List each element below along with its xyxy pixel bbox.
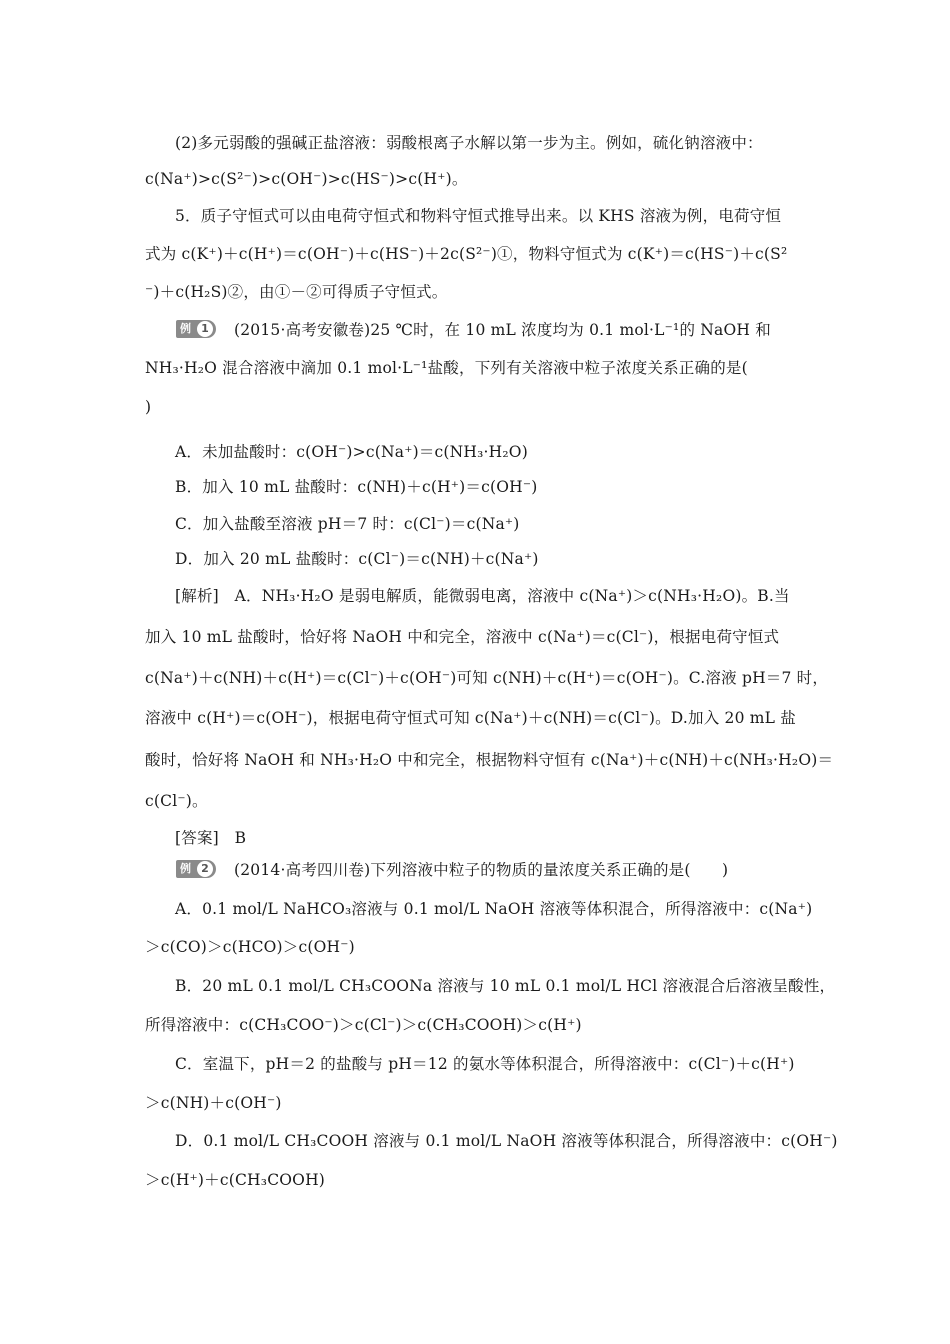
text-line: (2)多元弱酸的强碱正盐溶液：弱酸根离子水解以第一步为主。例如，硫化钠溶液中： bbox=[175, 134, 763, 152]
badge-label: 例 bbox=[180, 322, 191, 335]
analysis-line: [解析] A．NH₃·H₂O 是弱电解质，能微弱电离，溶液中 c(Na⁺)＞c(NH₃·H₂O)。B.当 bbox=[175, 587, 790, 605]
badge-number: 1 bbox=[197, 321, 213, 337]
analysis-line: c(Na⁺)＋c(NH)＋c(H⁺)＝c(Cl⁻)＋c(OH⁻)可知 c(NH)＋c(H⁺)＝c(OH⁻)。C.溶液 pH＝7 时， bbox=[145, 669, 829, 687]
option-b: B．20 mL 0.1 mol/L CH₃COONa 溶液与 10 mL 0.1 mol/L HCl 溶液混合后溶液呈酸性， bbox=[175, 977, 836, 995]
text-line: 5．质子守恒式可以由电荷守恒式和物料守恒式推导出来。以 KHS 溶液为例，电荷守恒 bbox=[175, 207, 782, 225]
analysis-line: 溶液中 c(H⁺)＝c(OH⁻)，根据电荷守恒式可知 c(Na⁺)＋c(NH)＝c(Cl⁻)。D.加入 20 mL 盐 bbox=[145, 709, 796, 727]
text-line: 所得溶液中：c(CH₃COO⁻)＞c(Cl⁻)＞c(CH₃COOH)＞c(H⁺) bbox=[145, 1016, 582, 1034]
text-line: ) bbox=[145, 398, 152, 416]
badge-label: 例 bbox=[180, 862, 191, 875]
option-a: A．未加盐酸时：c(OH⁻)>c(Na⁺)＝c(NH₃·H₂O) bbox=[175, 443, 528, 461]
option-c: C．室温下，pH＝2 的盐酸与 pH＝12 的氨水等体积混合，所得溶液中：c(Cl⁻)＋c(H⁺) bbox=[175, 1055, 795, 1073]
option-a: A．0.1 mol/L NaHCO₃溶液与 0.1 mol/L NaOH 溶液等体积混合，所得溶液中：c(Na⁺) bbox=[175, 900, 813, 918]
text-line: ＞c(NH)＋c(OH⁻) bbox=[145, 1094, 282, 1112]
example-1-question: (2015·高考安徽卷)25 ℃时，在 10 mL 浓度均为 0.1 mol·L⁻¹的 NaOH 和 bbox=[234, 321, 771, 339]
example-badge-1 bbox=[176, 320, 216, 338]
badge-number: 2 bbox=[197, 861, 213, 877]
option-d: D．加入 20 mL 盐酸时：c(Cl⁻)＝c(NH)＋c(Na⁺) bbox=[175, 550, 539, 568]
option-c: C．加入盐酸至溶液 pH＝7 时：c(Cl⁻)＝c(Na⁺) bbox=[175, 515, 520, 533]
analysis-line: 加入 10 mL 盐酸时，恰好将 NaOH 中和完全，溶液中 c(Na⁺)＝c(Cl⁻)，根据电荷守恒式 bbox=[145, 628, 780, 646]
text-line: ＞c(H⁺)＋c(CH₃COOH) bbox=[145, 1171, 326, 1189]
analysis-line: 酸时，恰好将 NaOH 和 NH₃·H₂O 中和完全，根据物料守恒有 c(Na⁺)＋c(NH)＋c(NH₃·H₂O)＝ bbox=[145, 751, 834, 769]
option-d: D．0.1 mol/L CH₃COOH 溶液与 0.1 mol/L NaOH 溶液等体积混合，所得溶液中：c(OH⁻) bbox=[175, 1132, 838, 1150]
example-2-question: (2014·高考四川卷)下列溶液中粒子的物质的量浓度关系正确的是( ) bbox=[234, 861, 729, 879]
text-line: c(Na⁺)>c(S²⁻)>c(OH⁻)>c(HS⁻)>c(H⁺)。 bbox=[145, 170, 468, 188]
text-line: NH₃·H₂O 混合溶液中滴加 0.1 mol·L⁻¹盐酸，下列有关溶液中粒子浓度关系正确的是( bbox=[145, 359, 748, 377]
text-line: 式为 c(K⁺)＋c(H⁺)＝c(OH⁻)＋c(HS⁻)＋2c(S²⁻)①，物料守恒式为 c(K⁺)＝c(HS⁻)＋c(S² bbox=[145, 245, 788, 263]
text-line: ⁻)＋c(H₂S)②，由①－②可得质子守恒式。 bbox=[145, 283, 448, 301]
analysis-line: c(Cl⁻)。 bbox=[145, 792, 208, 810]
example-badge-2 bbox=[176, 860, 216, 878]
text-line: ＞c(CO)＞c(HCO)＞c(OH⁻) bbox=[145, 938, 355, 956]
answer-line: [答案] B bbox=[175, 829, 247, 847]
option-b: B．加入 10 mL 盐酸时：c(NH)＋c(H⁺)＝c(OH⁻) bbox=[175, 478, 538, 496]
